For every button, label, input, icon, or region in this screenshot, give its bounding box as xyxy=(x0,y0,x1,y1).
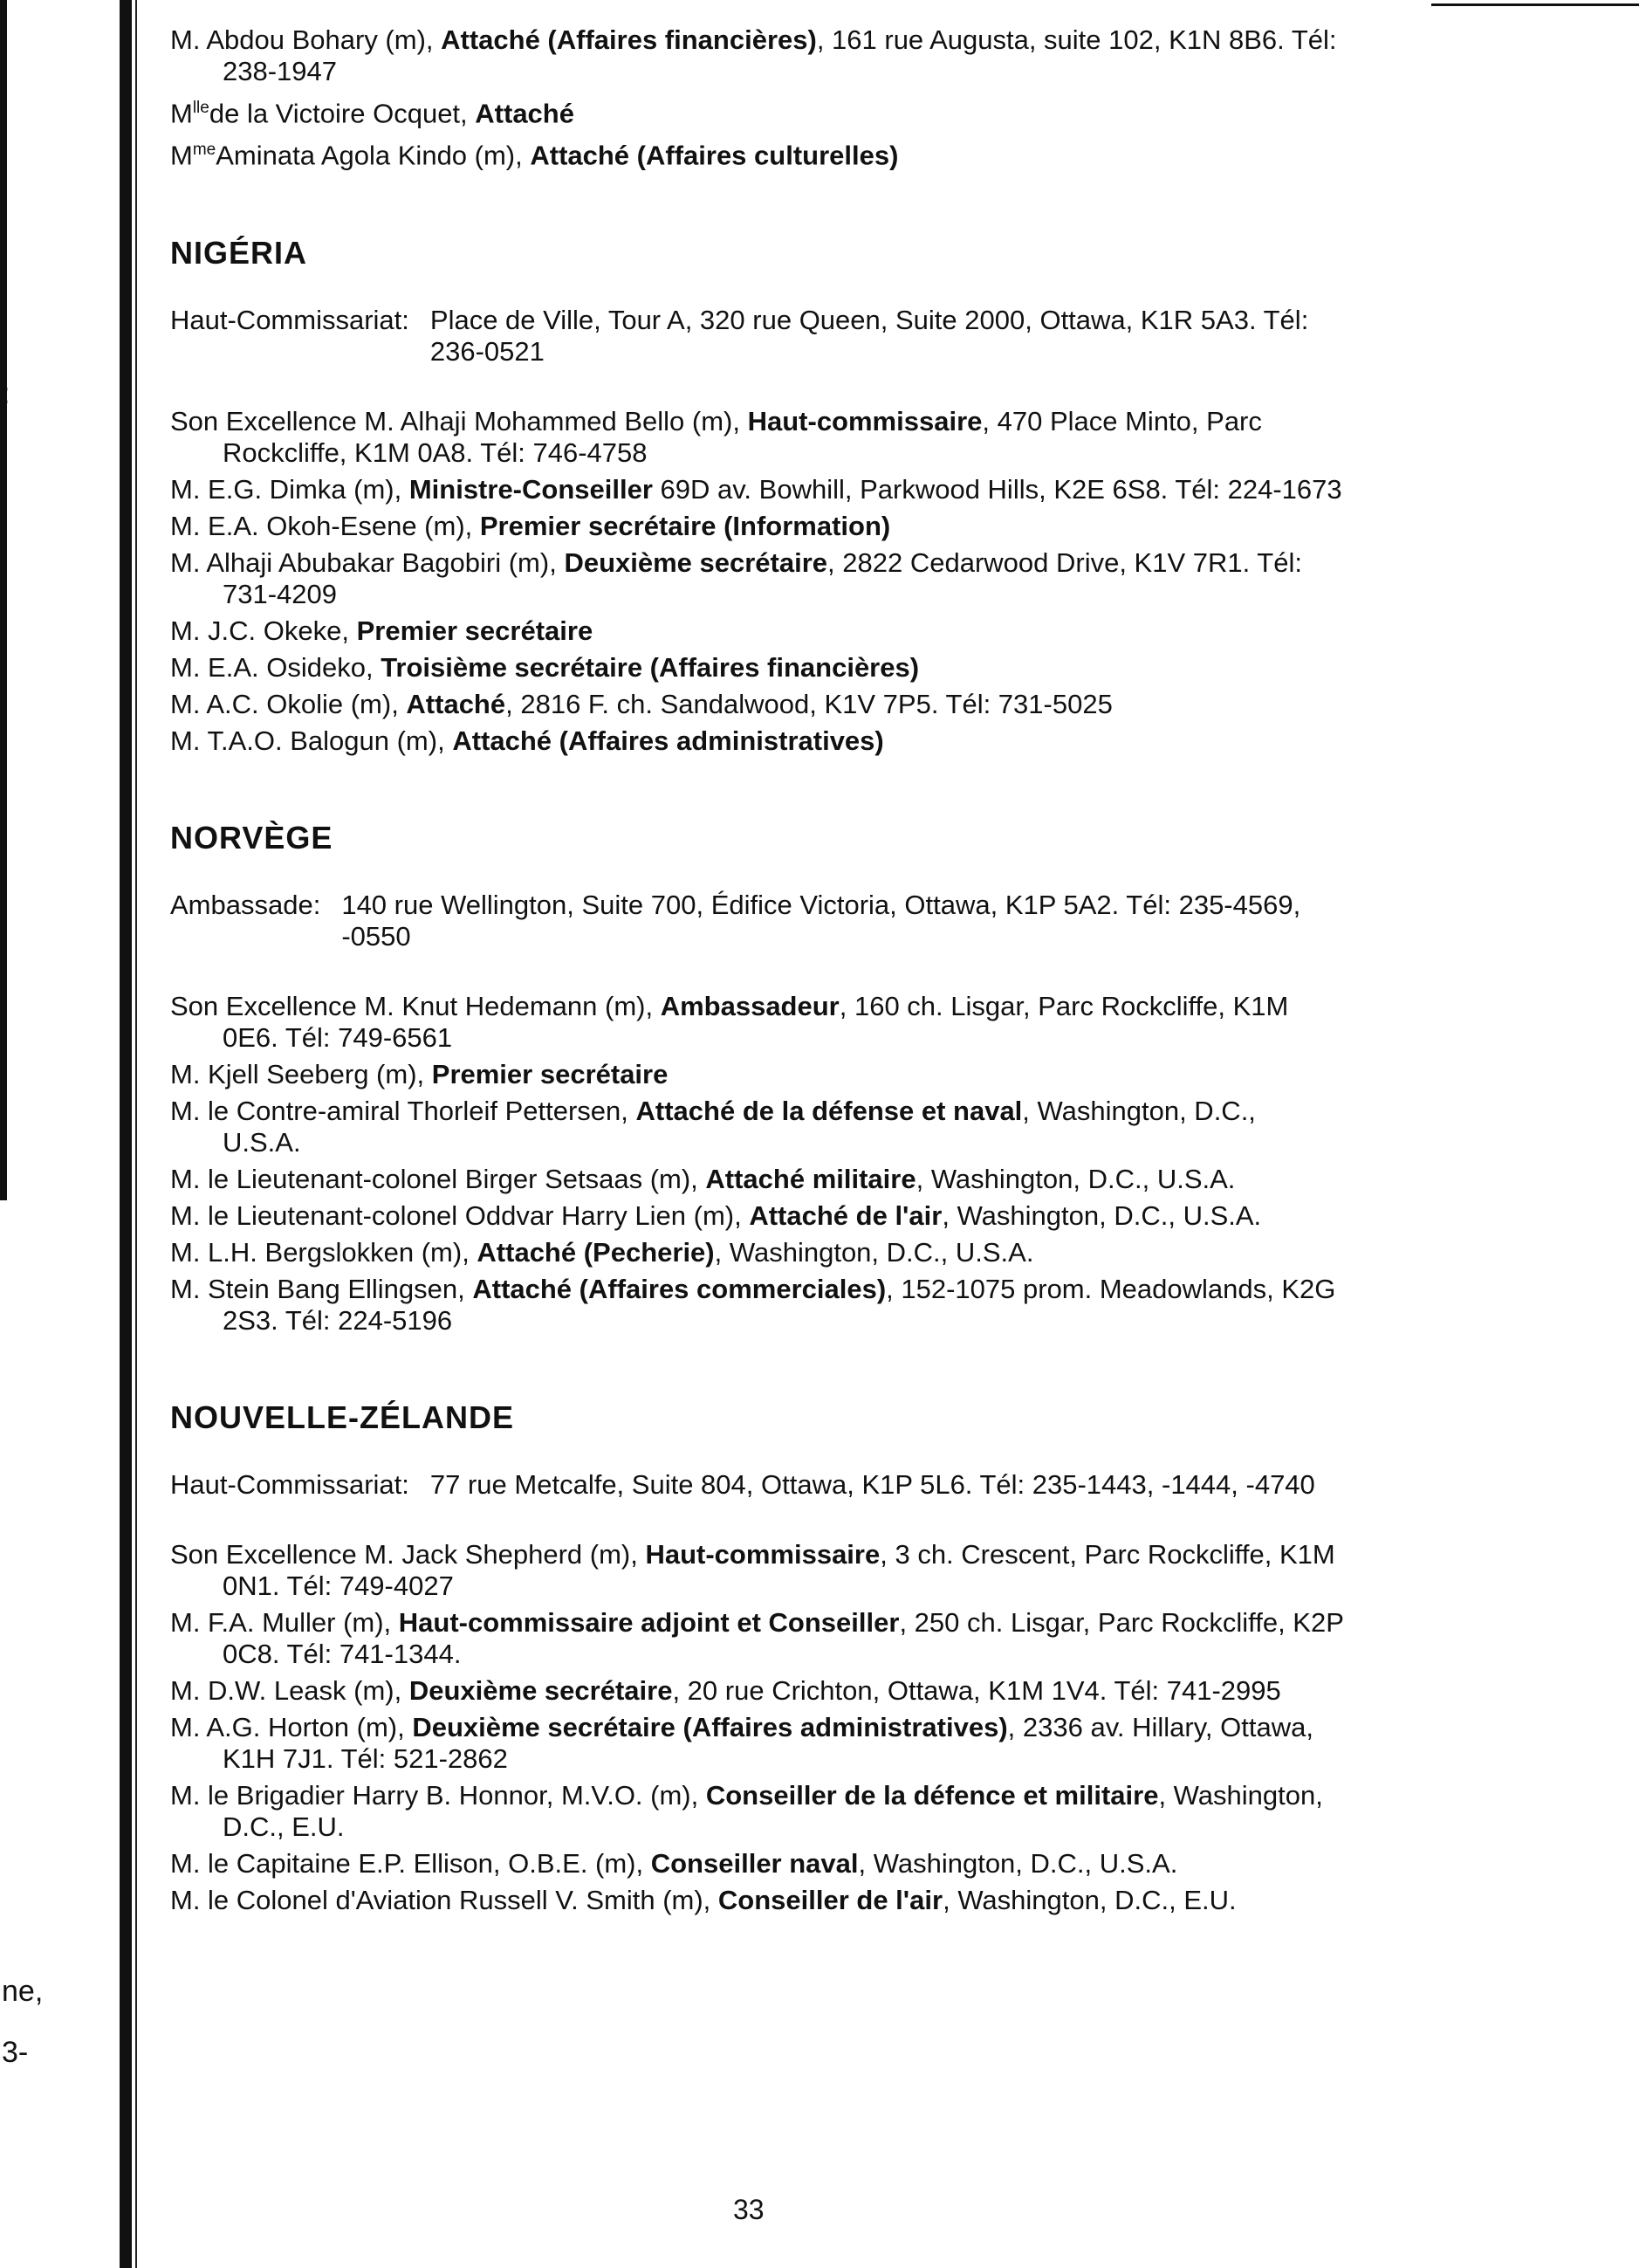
entry-continuation: 0E6. Tél: 749-6561 xyxy=(223,1021,453,1053)
page-number: 33 xyxy=(733,2194,765,2225)
entry-title: Attaché (Affaires commerciales) xyxy=(472,1273,887,1304)
entry-details: , 2816 F. ch. Sandalwood, K1V 7P5. Tél: 731-5025 xyxy=(505,688,1113,719)
entry-name: M. Abdou Bohary (m), xyxy=(170,24,442,55)
staff-entry xyxy=(170,1848,1453,1880)
entry-name: M. le Lieutenant-colonel Birger Setsaas (m), xyxy=(170,1163,706,1194)
entry-title: Attaché xyxy=(406,688,506,719)
entry-title: Ministre-Conseiller xyxy=(408,473,653,505)
entry-name: M. Alhaji Abubakar Bagobiri (m), xyxy=(170,546,565,578)
entry-title: Haut-commissaire xyxy=(747,405,983,436)
country-section xyxy=(170,235,1453,757)
entry-title: Haut-commissaire adjoint et Conseiller xyxy=(398,1606,900,1638)
entry-details: , Washington, D.C., U.S.A. xyxy=(942,1199,1262,1231)
address-line: Place de Ville, Tour A, 320 rue Queen, Suite 2000, Ottawa, K1R 5A3. Tél: xyxy=(429,304,1309,335)
entry-name: Aminata Agola Kindo (m), xyxy=(216,140,531,171)
entry-title: Deuxième secrétaire xyxy=(408,1674,673,1706)
staff-entry xyxy=(170,1885,1453,1916)
entry-title: Haut-commissaire xyxy=(645,1538,881,1570)
entry-continuation: Rockcliffe, K1M 0A8. Tél: 746-4758 xyxy=(223,436,648,468)
staff-entry xyxy=(170,991,1453,1054)
edge-fragment: ne, xyxy=(2,1975,44,2008)
entry-title: Attaché (Affaires financières) xyxy=(441,24,817,55)
honorific-superscript: me xyxy=(192,141,216,160)
entry-name: M xyxy=(170,98,193,129)
binding-line xyxy=(135,0,137,2268)
mission-address xyxy=(170,1469,1453,1501)
entry-name: M xyxy=(170,140,193,171)
staff-entry xyxy=(170,1539,1453,1602)
address-line: 236-0521 xyxy=(429,335,545,367)
entry-name: Son Excellence M. Jack Shepherd (m), xyxy=(170,1538,646,1570)
entry-name: M. L.H. Bergslokken (m), xyxy=(170,1236,477,1268)
address-value xyxy=(430,1469,1315,1501)
entry-details: , Washington, xyxy=(1158,1779,1323,1811)
entry-name: M. le Lieutenant-colonel Oddvar Harry Lien (m), xyxy=(170,1199,750,1231)
entry-title: Premier secrétaire xyxy=(431,1058,669,1089)
address-value xyxy=(341,890,1300,952)
entry-details: , 161 rue Augusta, suite 102, K1N 8B6. Tél: xyxy=(816,24,1337,55)
edge-fragment: : xyxy=(2,377,10,410)
staff-entry xyxy=(170,1200,1453,1232)
country-section xyxy=(170,1399,1453,1916)
staff-entry xyxy=(170,547,1453,610)
entry-title: Attaché (Affaires culturelles) xyxy=(530,140,899,171)
entry-name: M. le Brigadier Harry B. Honnor, M.V.O. (m), xyxy=(170,1779,706,1811)
entry-name: M. T.A.O. Balogun (m), xyxy=(170,725,453,756)
entry-name: Son Excellence M. Knut Hedemann (m), xyxy=(170,990,661,1021)
entry-details: , Washington, D.C., U.S.A. xyxy=(858,1847,1178,1879)
entry-details: , Washington, D.C., U.S.A. xyxy=(916,1163,1236,1194)
entry-details: , Washington, D.C., U.S.A. xyxy=(714,1236,1034,1268)
intro-entry xyxy=(170,93,1453,129)
country-heading: NOUVELLE-ZÉLANDE xyxy=(170,1399,514,1435)
entry-details: , 2336 av. Hillary, Ottawa, xyxy=(1007,1711,1313,1742)
entry-details: , Washington, D.C., E.U. xyxy=(943,1884,1237,1915)
staff-entry xyxy=(170,1274,1453,1337)
address-label: Haut-Commissariat: xyxy=(170,304,409,335)
entry-details: , 470 Place Minto, Parc xyxy=(982,405,1262,436)
entry-name: M. D.W. Leask (m), xyxy=(170,1674,409,1706)
entry-title: Attaché xyxy=(475,98,574,129)
entry-continuation: 0C8. Tél: 741-1344. xyxy=(223,1638,462,1669)
entry-title: Attaché (Affaires administratives) xyxy=(452,725,884,756)
entry-name: M. le Capitaine E.P. Ellison, O.B.E. (m), xyxy=(170,1847,651,1879)
country-heading: NORVÈGE xyxy=(170,819,333,856)
staff-entry xyxy=(170,1675,1453,1707)
honorific-superscript: lle xyxy=(192,99,209,117)
top-rule xyxy=(1431,3,1639,6)
entry-title: Conseiller de l'air xyxy=(717,1884,943,1915)
entry-name: M. A.C. Okolie (m), xyxy=(170,688,407,719)
entry-details: , 250 ch. Lisgar, Parc Rockcliffe, K2P xyxy=(899,1606,1344,1638)
entry-name: M. E.A. Okoh-Esene (m), xyxy=(170,510,480,541)
entry-continuation: 2S3. Tél: 224-5196 xyxy=(223,1304,453,1336)
staff-entry xyxy=(170,1237,1453,1268)
address-value xyxy=(430,305,1308,368)
entry-title: Deuxième secrétaire xyxy=(564,546,828,578)
staff-entry xyxy=(170,1096,1453,1158)
entry-name: M. Kjell Seeberg (m), xyxy=(170,1058,432,1089)
entry-title: Premier secrétaire (Information) xyxy=(479,510,891,541)
entry-title: Attaché (Pecherie) xyxy=(477,1236,715,1268)
staff-entry xyxy=(170,652,1453,684)
country-section xyxy=(170,820,1453,1337)
entry-title: Premier secrétaire xyxy=(356,615,593,646)
entry-name: M. Stein Bang Ellingsen, xyxy=(170,1273,473,1304)
staff-entry xyxy=(170,689,1453,720)
staff-entry xyxy=(170,1780,1453,1843)
entry-continuation: D.C., E.U. xyxy=(223,1811,345,1842)
entry-title: Conseiller naval xyxy=(650,1847,859,1879)
entry-continuation: U.S.A. xyxy=(223,1126,301,1158)
entry-title: Deuxième secrétaire (Affaires administratives) xyxy=(412,1711,1008,1742)
directory-content xyxy=(170,24,1453,1921)
entry-title: Ambassadeur xyxy=(660,990,840,1021)
staff-entry xyxy=(170,406,1453,469)
entry-name: M. F.A. Muller (m), xyxy=(170,1606,399,1638)
intro-entry xyxy=(170,24,1453,87)
intro-entry xyxy=(170,134,1453,171)
entry-name: M. J.C. Okeke, xyxy=(170,615,357,646)
entry-title: Attaché de la défense et naval xyxy=(635,1095,1023,1126)
entry-name: M. le Colonel d'Aviation Russell V. Smith (m), xyxy=(170,1884,718,1915)
entry-name: M. A.G. Horton (m), xyxy=(170,1711,413,1742)
staff-entry xyxy=(170,725,1453,757)
mission-address xyxy=(170,890,1453,952)
entry-details: , 20 rue Crichton, Ottawa, K1M 1V4. Tél: 741-2995 xyxy=(672,1674,1281,1706)
staff-entry xyxy=(170,1164,1453,1195)
entry-title: Conseiller de la défence et militaire xyxy=(705,1779,1159,1811)
entry-continuation: 0N1. Tél: 749-4027 xyxy=(223,1570,454,1601)
address-line: -0550 xyxy=(341,920,411,952)
staff-entry xyxy=(170,1712,1453,1775)
intro-entries xyxy=(170,24,1453,172)
binding-shadow xyxy=(120,0,132,2268)
left-page-edge xyxy=(0,0,7,1200)
entry-title: Attaché de l'air xyxy=(749,1199,943,1231)
entry-name: Son Excellence M. Alhaji Mohammed Bello (m), xyxy=(170,405,748,436)
address-label: Ambassade: xyxy=(170,889,321,920)
entry-title: Troisième secrétaire (Affaires financières) xyxy=(381,651,920,683)
entry-name: M. E.A. Osideko, xyxy=(170,651,381,683)
address-label: Haut-Commissariat: xyxy=(170,1468,409,1500)
entry-details: , 152-1075 prom. Meadowlands, K2G xyxy=(886,1273,1336,1304)
country-heading: NIGÉRIA xyxy=(170,234,308,271)
staff-entry xyxy=(170,1059,1453,1090)
address-line: 77 rue Metcalfe, Suite 804, Ottawa, K1P 5L6. Tél: 235-1443, -1444, -4740 xyxy=(429,1468,1315,1500)
entry-details: , 2822 Cedarwood Drive, K1V 7R1. Tél: xyxy=(827,546,1302,578)
mission-address xyxy=(170,305,1453,368)
address-line: 140 rue Wellington, Suite 700, Édifice Victoria, Ottawa, K1P 5A2. Tél: 235-4569, xyxy=(341,889,1301,920)
entry-details: 69D av. Bowhill, Parkwood Hills, K2E 6S8. Tél: 224-1673 xyxy=(652,473,1342,505)
staff-entry xyxy=(170,1607,1453,1670)
edge-fragment: 3- xyxy=(2,2036,29,2069)
entry-continuation: K1H 7J1. Tél: 521-2862 xyxy=(223,1742,508,1774)
entry-name: M. E.G. Dimka (m), xyxy=(170,473,409,505)
entry-name: de la Victoire Ocquet, xyxy=(209,98,476,129)
entry-title: Attaché militaire xyxy=(705,1163,916,1194)
country-sections xyxy=(170,235,1453,1916)
entry-details: , Washington, D.C., xyxy=(1022,1095,1256,1126)
staff-entry xyxy=(170,615,1453,647)
entry-name: M. le Contre-amiral Thorleif Pettersen, xyxy=(170,1095,636,1126)
entry-continuation: 238-1947 xyxy=(223,56,338,86)
entry-continuation: 731-4209 xyxy=(223,578,338,609)
staff-entry xyxy=(170,511,1453,542)
entry-details: , 160 ch. Lisgar, Parc Rockcliffe, K1M xyxy=(839,990,1289,1021)
staff-entry xyxy=(170,474,1453,505)
entry-details: , 3 ch. Crescent, Parc Rockcliffe, K1M xyxy=(880,1538,1335,1570)
